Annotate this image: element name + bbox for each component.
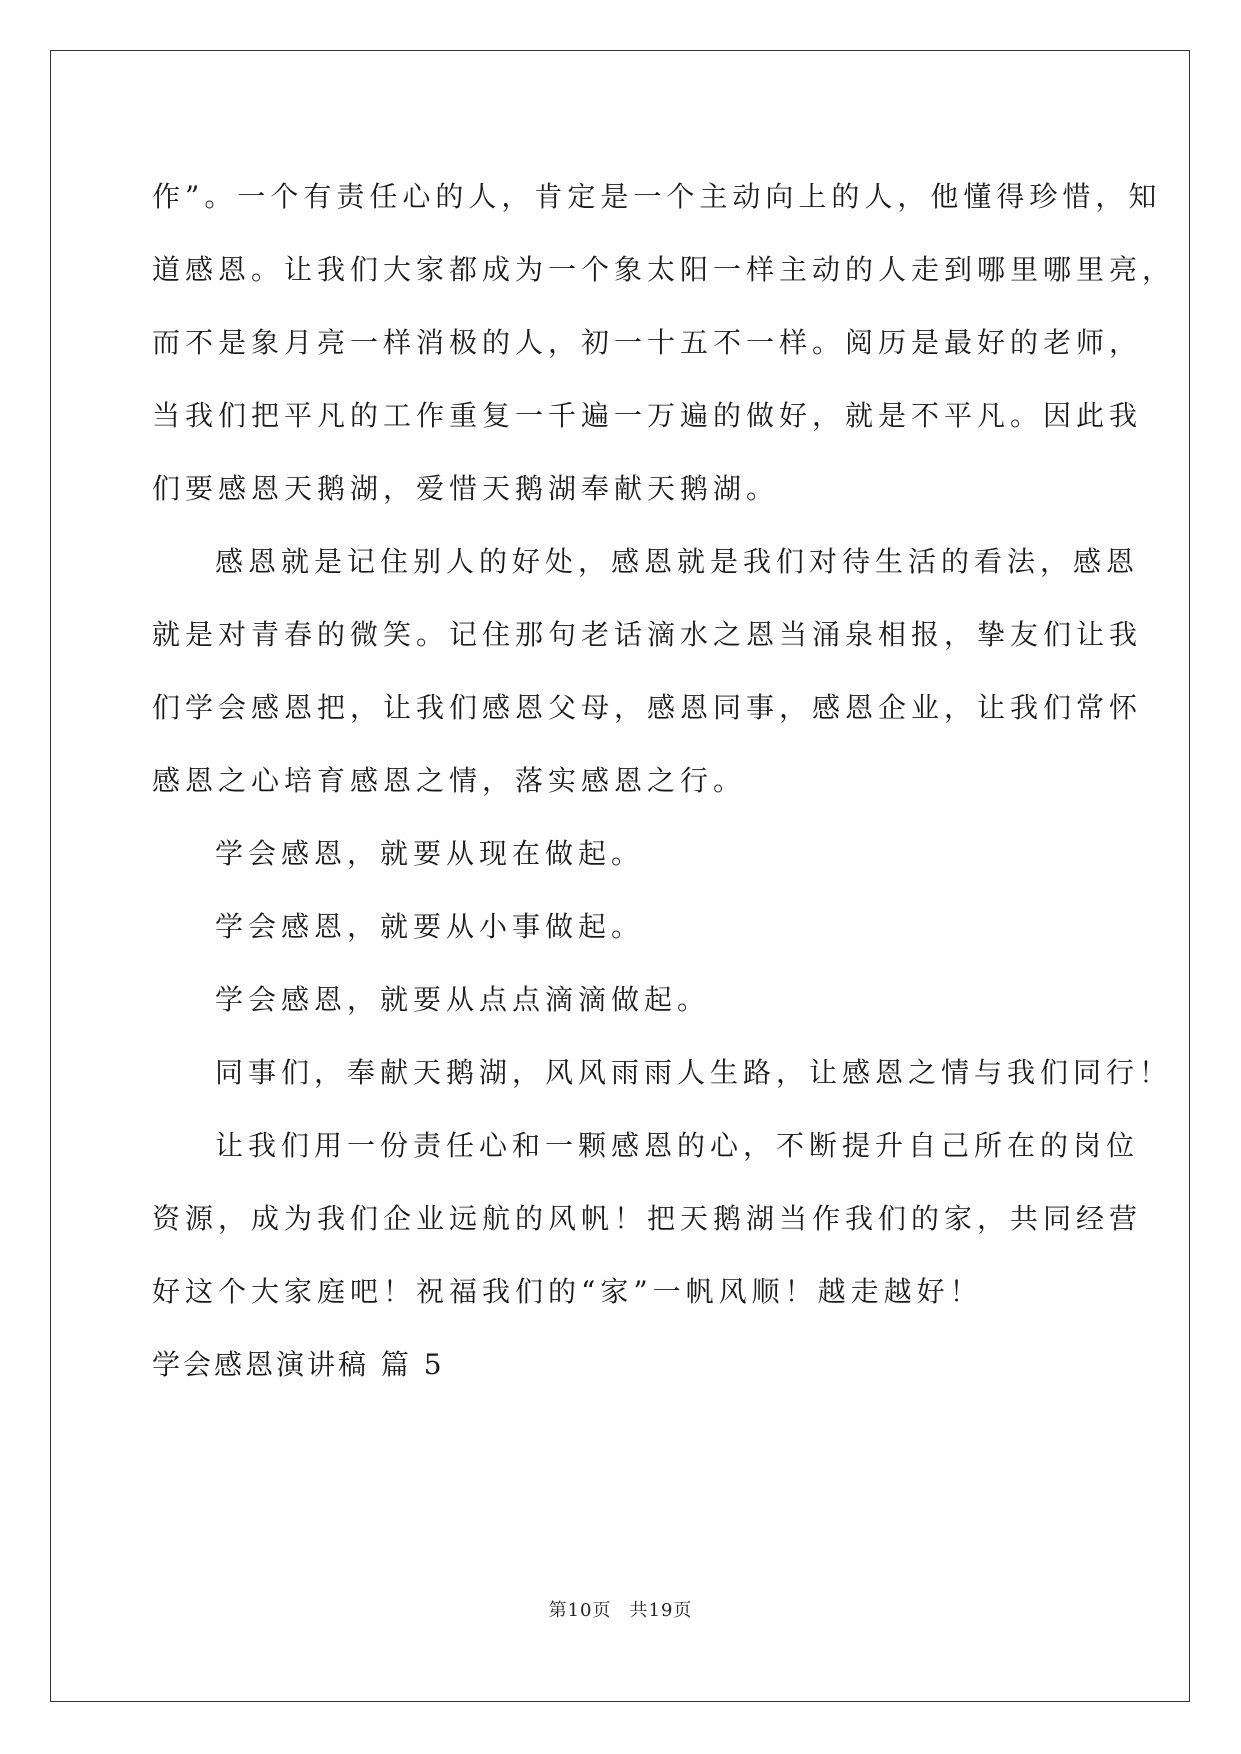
text-line: 资源，成为我们企业远航的风帆！把天鹅湖当作我们的家，共同经营 <box>152 1202 1143 1235</box>
paragraph-7 <box>152 1109 1143 1328</box>
text-line: 感恩之心培育感恩之情，落实感恩之行。 <box>152 764 747 797</box>
text-line: 就是对青春的微笑。记住那句老话滴水之恩当涌泉相报，挚友们让我 <box>152 618 1143 651</box>
text-line: 感恩就是记住别人的好处，感恩就是我们对待生活的看法，感恩 <box>215 545 1140 578</box>
paragraph-4 <box>152 890 1092 963</box>
text-line: 同事们，奉献天鹅湖，风风雨雨人生路，让感恩之情与我们同行！ <box>215 1056 1173 1089</box>
text-line: 道感恩。让我们大家都成为一个象太阳一样主动的人走到哪里哪里亮， <box>152 253 1176 286</box>
text-line: 好这个大家庭吧！祝福我们的“家”一帆风顺！越走越好！ <box>152 1275 983 1308</box>
page-number: 第10页 <box>548 1600 612 1621</box>
page-footer <box>0 1596 1241 1622</box>
text-line: 学会感恩，就要从点点滴滴做起。 <box>215 983 711 1016</box>
section-heading: 学会感恩演讲稿 篇 5 <box>152 1348 445 1381</box>
text-line: 而不是象月亮一样消极的人，初一十五不一样。阅历是最好的老师， <box>152 326 1143 359</box>
text-line: 当我们把平凡的工作重复一千遍一万遍的做好，就是不平凡。因此我 <box>152 399 1143 432</box>
text-line: 作”。一个有责任心的人，肯定是一个主动向上的人，他懂得珍惜，知 <box>152 180 1162 213</box>
text-line: 学会感恩，就要从小事做起。 <box>215 910 645 943</box>
paragraph-6 <box>152 1036 1173 1109</box>
paragraph-2 <box>152 525 1143 817</box>
text-line: 学会感恩，就要从现在做起。 <box>215 837 645 870</box>
document-body <box>152 160 1176 1401</box>
paragraph-3 <box>152 817 1092 890</box>
text-line: 们要感恩天鹅湖，爱惜天鹅湖奉献天鹅湖。 <box>152 472 780 505</box>
text-line: 让我们用一份责任心和一颗感恩的心，不断提升自己所在的岗位 <box>215 1129 1140 1162</box>
page-total: 共19页 <box>629 1600 693 1621</box>
text-line: 们学会感恩把，让我们感恩父母，感恩同事，感恩企业，让我们常怀 <box>152 691 1143 724</box>
paragraph-5 <box>152 963 1092 1036</box>
paragraph-1 <box>152 160 1176 525</box>
